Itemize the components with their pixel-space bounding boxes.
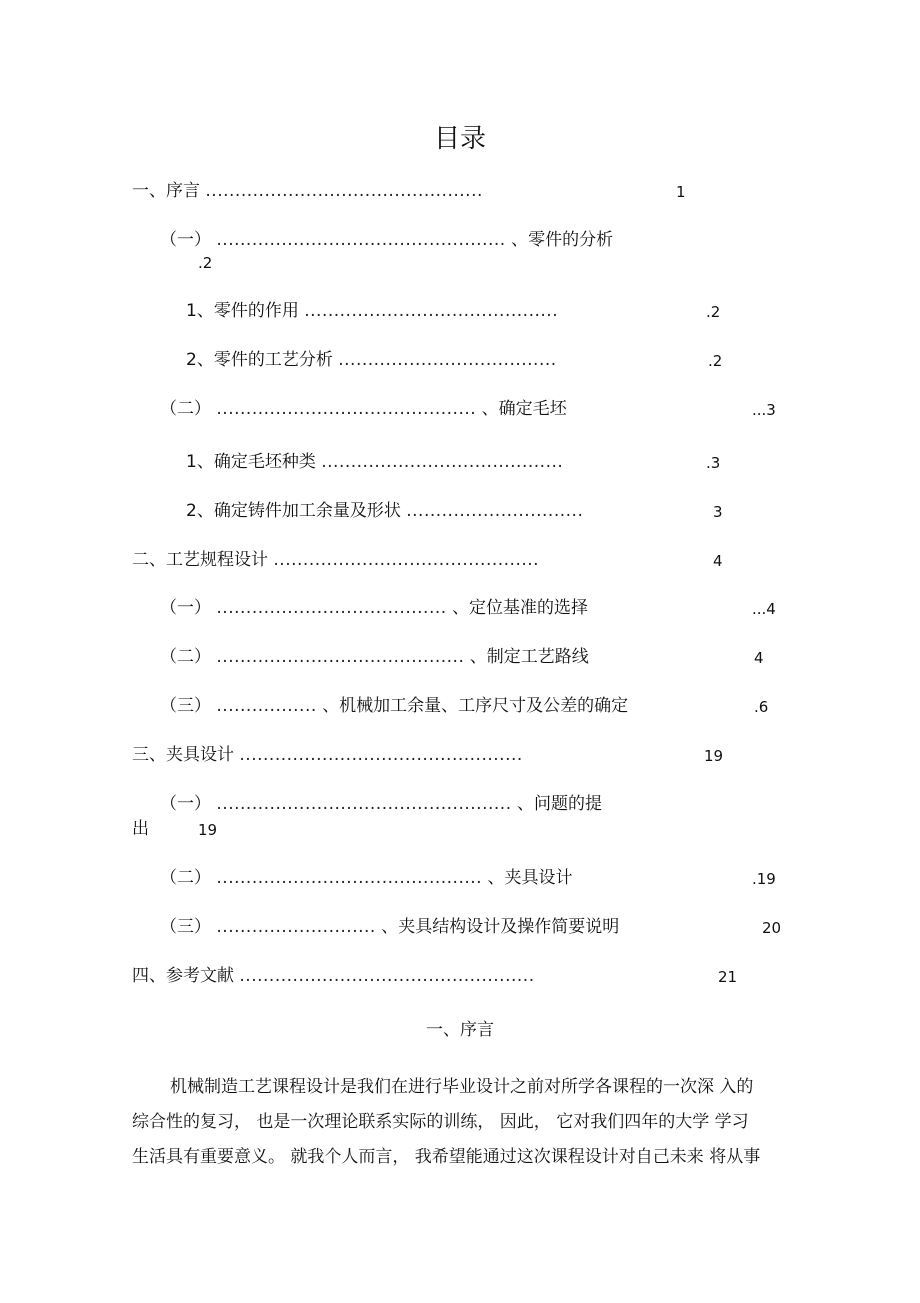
toc-label: 1、确定毛坯种类 — [186, 452, 316, 472]
toc-page-number: .2 — [708, 352, 723, 370]
toc-leader: ........................................... — [304, 301, 559, 321]
toc-page-number: 1 — [676, 183, 686, 201]
toc-entry[interactable] — [186, 451, 563, 473]
toc-label: 1、零件的作用 — [186, 301, 299, 321]
toc-label: 四、参考文献 — [132, 966, 234, 986]
toc-page-number: 20 — [762, 919, 782, 937]
toc-label: （一） — [160, 598, 211, 618]
toc-entry[interactable] — [160, 793, 602, 815]
toc-leader: ............................................. — [216, 868, 483, 888]
toc-page-number: ...3 — [752, 401, 776, 419]
toc-entry[interactable] — [160, 867, 572, 889]
toc-entry[interactable] — [160, 597, 588, 619]
toc-title: 、定位基准的选择 — [452, 598, 589, 618]
toc-page-number: .2 — [198, 254, 213, 272]
toc-label: （二） — [160, 647, 211, 667]
toc-leader: ....................................... — [216, 598, 447, 618]
toc-leader: ................. — [216, 696, 317, 716]
toc-leader: ..................................... — [338, 350, 557, 370]
toc-leader: ................................................ — [239, 745, 523, 765]
toc-entry[interactable] — [160, 398, 567, 420]
toc-leader: .............................. — [406, 501, 584, 521]
toc-leader: ......................................... — [321, 452, 564, 472]
toc-page-number: .6 — [754, 698, 769, 716]
toc-entry[interactable] — [132, 549, 539, 571]
toc-page-number: .19 — [752, 870, 776, 888]
toc-page-number: .3 — [706, 454, 721, 472]
toc-entry[interactable] — [160, 916, 619, 938]
toc-title: 、问题的提 — [517, 794, 603, 814]
toc-leader: .................................................. — [216, 794, 512, 814]
toc-leader: ............................................... — [205, 181, 483, 201]
toc-entry[interactable] — [186, 500, 583, 522]
toc-title: 、夹具结构设计及操作简要说明 — [381, 917, 620, 937]
toc-label: （三） — [160, 917, 211, 937]
toc-page-number: ...4 — [752, 600, 776, 618]
toc-label: （一） — [160, 230, 211, 250]
toc-title: 、夹具设计 — [487, 868, 573, 888]
page-title: 目录 — [433, 124, 486, 154]
toc-label: 一、序言 — [132, 181, 200, 201]
toc-leader: .......................................... — [216, 647, 465, 667]
toc-entry[interactable] — [132, 744, 523, 766]
toc-entry[interactable] — [186, 349, 557, 371]
toc-entry[interactable] — [160, 229, 613, 251]
toc-entry[interactable] — [132, 965, 535, 987]
toc-label: 2、确定铸件加工余量及形状 — [186, 501, 401, 521]
toc-label: （三） — [160, 696, 211, 716]
toc-title-continuation: 出 — [132, 819, 149, 839]
toc-page-number: 19 — [704, 747, 724, 765]
toc-leader: ........................... — [216, 917, 376, 937]
toc-page-number: 3 — [713, 503, 723, 521]
toc-label: （一） — [160, 794, 211, 814]
paragraph-line: 综合性的复习， 也是一次理论联系实际的训练， 因此， 它对我们四年的大学 学习 — [132, 1112, 749, 1132]
toc-page-number: .2 — [706, 303, 721, 321]
paragraph-line: 机械制造工艺课程设计是我们在进行毕业设计之前对所学各课程的一次深 入的 — [170, 1077, 754, 1097]
toc-leader: .................................................. — [239, 966, 535, 986]
toc-entry[interactable] — [186, 300, 558, 322]
toc-leader: ................................................. — [216, 230, 506, 250]
toc-label: （二） — [160, 399, 211, 419]
toc-title: 、制定工艺路线 — [469, 647, 589, 667]
toc-label: 三、夹具设计 — [132, 745, 234, 765]
toc-label: 二、工艺规程设计 — [132, 550, 268, 570]
toc-entry[interactable] — [132, 180, 483, 202]
toc-page-number: 4 — [713, 552, 723, 570]
toc-page-number: 19 — [198, 821, 218, 839]
toc-page-number: 4 — [754, 649, 764, 667]
toc-title: 、确定毛坯 — [481, 399, 567, 419]
toc-title: 、机械加工余量、工序尺寸及公差的确定 — [322, 696, 629, 716]
toc-entry[interactable] — [160, 695, 628, 717]
paragraph-line: 生活具有重要意义。 就我个人而言， 我希望能通过这次课程设计对自己未来 将从事 — [132, 1147, 761, 1167]
toc-leader: ............................................ — [216, 399, 477, 419]
toc-entry[interactable] — [160, 646, 589, 668]
toc-page-number: 21 — [718, 968, 738, 986]
section-heading: 一、序言 — [426, 1020, 494, 1040]
toc-label: （二） — [160, 868, 211, 888]
toc-leader: ............................................. — [273, 550, 540, 570]
toc-title: 、零件的分析 — [511, 230, 614, 250]
toc-label: 2、零件的工艺分析 — [186, 350, 333, 370]
